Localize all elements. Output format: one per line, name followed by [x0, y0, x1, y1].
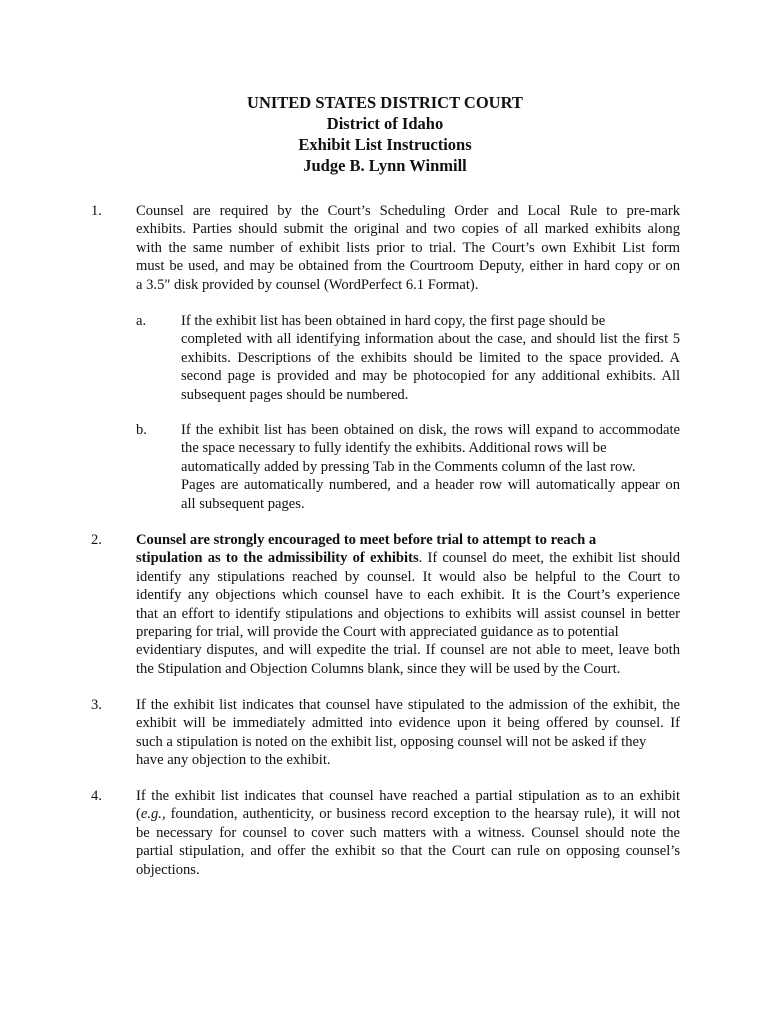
item-text [136, 202, 680, 294]
item-text [136, 531, 680, 678]
text-line: Pages are automatically numbered, and a header row will automatically appear on [181, 477, 680, 494]
judge-name: Judge B. Lynn Winmill [303, 156, 467, 175]
item-text [136, 696, 680, 770]
text-line: the space necessary to fully identify the exhibits. Additional rows will be [181, 440, 607, 457]
text-line: such a stipulation is noted on the exhibit list, opposing counsel will not be asked if they [136, 733, 647, 750]
text-line: exhibit will be immediately admitted into evidence upon it being offered by counsel. If [136, 715, 680, 732]
text-line [136, 805, 680, 823]
text-line: Counsel are required by the Court’s Scheduling Order and Local Rule to pre-mark [136, 203, 680, 219]
text-line: a 3.5" disk provided by counsel (WordPerfect 6.1 Format). [136, 276, 479, 293]
text-line: preparing for trial, will provide the Court with appreciated guidance as to potential [136, 624, 619, 641]
text-line: with the same number of exhibit lists prior to trial. The Court’s own Exhibit List form [136, 239, 680, 256]
text-line: If the exhibit list has been obtained in hard copy, the first page should be [181, 313, 606, 329]
text-line: subsequent pages should be numbered. [181, 386, 409, 403]
district-name: District of Idaho [326, 114, 444, 133]
text-line: must be used, and may be obtained from the Courtroom Deputy, either in hard copy or on [136, 258, 680, 275]
text-line: objections. [136, 861, 200, 878]
italic-text: e.g., [140, 806, 166, 823]
text-fragment: foundation, authenticity, or business record exception to the hearsay rule), it will not [165, 806, 680, 823]
subitem-text [181, 312, 680, 404]
emphasis-text: Counsel are strongly encouraged to meet before trial to attempt to reach a [136, 532, 597, 548]
document-title: Exhibit List Instructions [298, 135, 472, 154]
text-fragment: . If counsel do meet, the exhibit list should [418, 550, 680, 567]
text-line: the Stipulation and Objection Columns blank, since they will be used by the Court. [136, 660, 621, 677]
text-line: all subsequent pages. [181, 495, 305, 512]
text-line: identify any objections which counsel have to each exhibit. It is the Court’s experience [136, 587, 680, 604]
item-number: 1. [91, 203, 102, 219]
text-line: partial stipulation, and offer the exhibit so that the Court can rule on opposing counsel’s [136, 843, 680, 860]
text-line: evidentiary disputes, and will expedite the trial. If counsel are not able to meet, leave both [136, 642, 680, 659]
text-line: be necessary for counsel to cover such matters with a witness. Counsel should note the [136, 824, 680, 841]
text-line [136, 549, 680, 567]
text-line: If the exhibit list indicates that counsel have reached a partial stipulation as to an exhibit [136, 788, 680, 804]
text-line: If the exhibit list has been obtained on disk, the rows will expand to accommodate [181, 422, 680, 438]
emphasis-text: stipulation as to the admissibility of exhibits [136, 550, 419, 567]
text-line: automatically added by pressing Tab in the Comments column of the last row. [181, 458, 636, 475]
item-number: 4. [91, 788, 102, 804]
text-line: exhibits. Parties should submit the original and two copies of all marked exhibits along [136, 221, 680, 238]
text-line: exhibits. Descriptions of the exhibits should be limited to the space provided. A [181, 349, 680, 366]
item-number: 3. [91, 697, 102, 713]
subitem-letter: a. [136, 313, 147, 329]
text-line: identify any stipulations reached by counsel. It would also be helpful to the Court to [136, 568, 680, 585]
item-text [136, 787, 680, 879]
subitem-letter: b. [136, 422, 147, 438]
text-line [136, 531, 680, 549]
document-header [0, 92, 770, 176]
text-line: If the exhibit list indicates that counsel have stipulated to the admission of the exhibit, the [136, 697, 680, 713]
text-line: second page is provided and may be photocopied for any additional exhibits. All [181, 368, 680, 385]
text-line: that an effort to identify stipulations and objections to exhibits will assist counsel in better [136, 605, 680, 622]
text-line: have any objection to the exhibit. [136, 752, 331, 769]
text-fragment: ( [136, 806, 141, 823]
subitem-text [181, 421, 680, 513]
court-name: UNITED STATES DISTRICT COURT [247, 93, 523, 112]
text-line: completed with all identifying information about the case, and should list the first 5 [181, 331, 680, 348]
item-number: 2. [91, 532, 102, 548]
